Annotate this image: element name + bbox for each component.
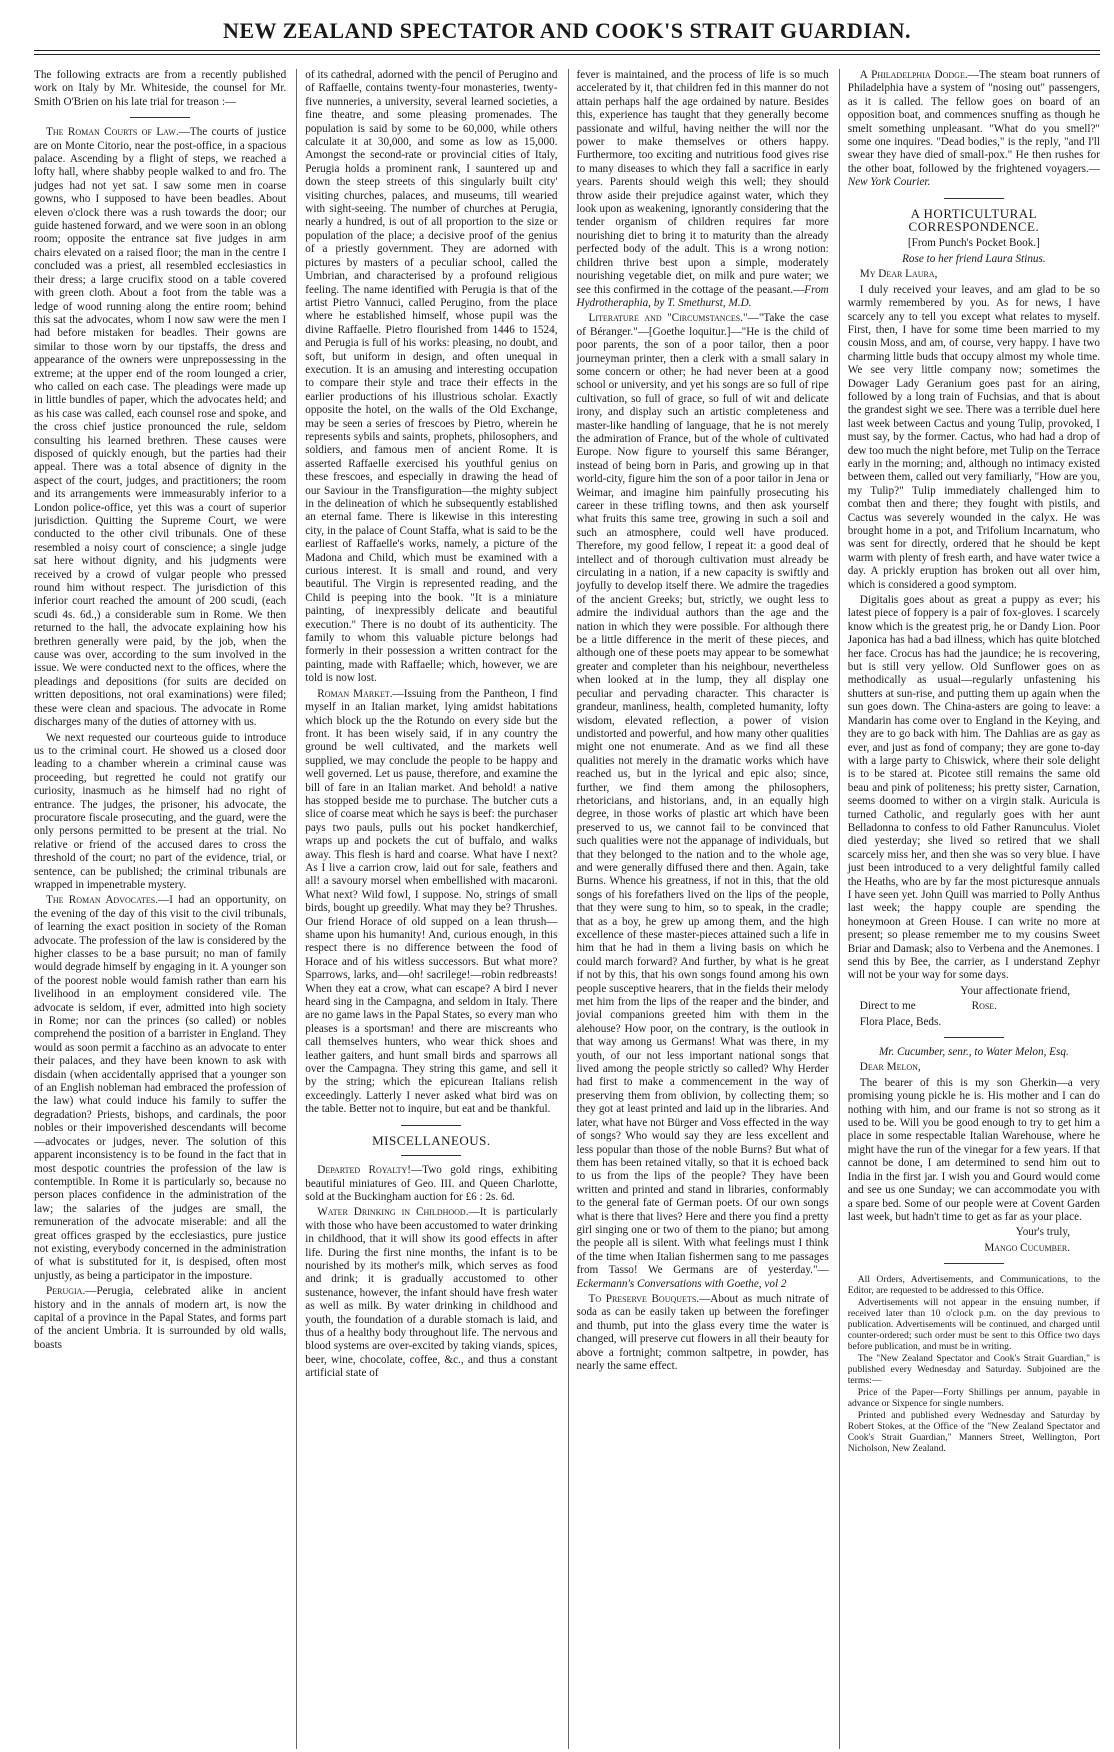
water-source: From Hydrotheraphia, by T. Smethurst, M.D. xyxy=(576,283,829,309)
notice-publication: The "New Zealand Spectator and Cook's Strait Guardian," is published every Wednesday and Saturday. Subjoined are the terms:— xyxy=(847,1353,1100,1387)
water-title: Water Drinking in Childhood. xyxy=(317,1206,469,1219)
criminal-court-paragraph: We next requested our courteous guide to introduce us to the criminal court. He showed us a closed door leading to a chamber wherein a criminal cause was proceeding, but regretted he could not gratify our curiosity, inasmuch as he himself had no right of entrance. The judges, the prisoner, his advocate, the procuratore fiscale prosecuting, and the guard, were the only persons permitted to be present at the trial. No relative or friend of the accused dares to cross the threshold of the court; no part of the evidence, trial, or sentence, can be published; the criminal tribunals are wrapped in impenetrable mystery. xyxy=(34,731,287,891)
masthead-rule-secondary xyxy=(34,54,1100,55)
water-text: —It is particularly with those who have been accustomed to water drinking in childhood, that it will show its good effects in after life. During the first nine months, the infant is to be nourished by its mother's milk, which serves as food and drink; it is gradually accustomed to other sustenance, however, the infant should have fresh water as well as milk. By water drinking in childhood and youth, the foundation of a durable stomach is laid, and thus of a healthy body throughout life. The nervous and blood systems are over-excited by taking viands, spices, beer, wine, chocolate, coffee, &c., and thus a constant artificial state of xyxy=(305,1206,558,1380)
publication-notice xyxy=(848,1274,1100,1454)
notice-advertisements: Advertisements will not appear in the ensuing number, if received later than 10 o'clock p.m. on the day previous to publication. Advertisements will be continued, and charged until counter-ordered; such order must be sent to this Office two days before publication, and must be in writing. xyxy=(847,1297,1100,1353)
horticultural-source: [From Punch's Pocket Book.] xyxy=(907,237,1040,250)
melon-letter-heading: Mr. Cucumber, senr., to Water Melon, Esq. xyxy=(878,1046,1069,1059)
melon-closing: Your's truly, xyxy=(1015,1226,1070,1239)
roman-courts-title: The Roman Courts of Law. xyxy=(46,126,179,139)
horticultural-heading: A HORTICULTURAL CORRESPONDENCE. xyxy=(908,205,1040,235)
column-4 xyxy=(839,69,1100,1749)
laura-letter-1: I duly received your leaves, and am glad to be so warmly remembered by you. As for news, I have scarcely any to tell you except what relates to myself. First, then, I have for some time been married to my cousin Moss, and am, of course, very happy. I have two charming little buds that occupy almost my whole time. We see very little company now; sometimes the Dowager Lady Geranium goes past for an airing, followed by a long train of Fuchsias, and that is about the grandest sight we see. There was a terrible duel here last week between Cactus and young Tulip, provoked, I must say, by the former. Cactus, who had had a drop of dew too much the night before, met Tulip on the Terrace early in the morning; and, although no intimacy existed between them, called out very familiarly, "How are you, my Tulip?" Tulip immediately challenged him to combat then and there; they fought with pistils, and Cactus was severely wounded in the calyx. He was brought home in a pot, and Trifolium Incarnatum, who was sent for directly, ordered that he should be kept warm with plenty of fresh earth, and have water twice a day. A prickly eruption has broken out all over him, which is considered a good symptom. xyxy=(847,283,1100,591)
notice-printer: Printed and published every Wednesday and Saturday by Robert Stokes, at the Office of the "New Zealand Spectator and Cook's Strait Guardian," Manners Street, Wellington, Port Nicholson, New Zealand. xyxy=(847,1410,1100,1455)
water-continued-text: fever is maintained, and the process of life is so much accelerated by it, that children fed in this manner do not attain perhaps half the age ordained by nature. Besides this, experience has taught that they generally become passionate and wilful, having neither the will nor the power to make themselves or others happy. Furthermore, too exciting and nutritious food gives rise to many diseases to which they fall a sacrifice in early years. Parents should weigh this well; they should throw aside their prejudice against water, which they look upon as weakening, ignorantly considering that the tender organism of children requires far more nourishing diet to bring it to maturity than the already perfected body of the adult. This is a wrong notion: children thrive best upon a simple, moderately nourishing vegetable diet, on milk and pure water; we see this confirmed in the cottage of the peasant.— xyxy=(576,69,829,296)
royalty-text: —Two gold rings, exhibiting beautiful miniatures of Geo. III. and Queen Charlotte, sold at the Buckingham auction for £6 : 2s. 6d. xyxy=(305,1164,558,1203)
column-3 xyxy=(568,69,829,1749)
water-article xyxy=(305,1206,557,1380)
divider xyxy=(944,1037,1004,1038)
perugia-article xyxy=(34,1285,286,1352)
roman-courts-text: —The courts of justice are on Monte Citorio, near the post-office, in a spacious palace. Ascending by a flight of steps, we reached a lofty hall, where shabby people walked to and fro. The judges had not yet sat. I saw some men in coarse gowns, who I supposed to have been beadles. About eleven o'clock there was a rush towards the door; our guide hastened forward, and we were soon in an oblong room; opposite the entrance sat five judges in arm chairs elevated on a raised floor; the man in the centre I concluded was a priest, all resembled ecclesiastics in their dress; a large crucifix stood on a table covered with green cloth. About a foot from the table was a ledge of wood running along the entire room; behind this sat the advocates, whom I now saw were the men I had before mistaken for beadles. Their gowns are similar to those worn by our tipstaffs, the dress and appearance of the owners were unprepossessing in the extreme; at the upper end of the room lounged a crier, who called on each case. The pleadings were made up in little bundles of paper, which the advocates held; and as his case was called, each counsel rose and spoke, and the cross chief justice pronounced the rule, seldom consulting his learned brethren. These causes were disposed of quickly enough, but the parties had their appeal. There was a total absence of dignity in the aspect of the court, judges, and practitioners; the room and its arrangements were immeasurably inferior to a London police-office, yet this was a court of superior jurisdiction. Quitting the Supreme Court, we were conducted to the other civil tribunals. One of these resembled a noisy court of conscience; a single judge sat here without dignity, and his judgments were received by a crowd of vulgar people who pressed round him without respect. The jurisdiction of this inferior court reached the amount of 200 scudi, (each scudi 4s. 6d.,) a considerable sum in Rome. We then returned to the hall, the advocate explaining how his brethren generally were paid, by the job, when the cause was over, according to the sum involved in the issue. We were conducted next to the offices, where the pleadings and depositions (for suits are decided on written depositions, not oral examinations) were filed; these were clean and spacious. The advocate in Rome discharges many of the duties of attorney with us. xyxy=(34,126,287,729)
literature-title: Literature and "Circumstances." xyxy=(588,312,748,325)
literature-article xyxy=(577,312,829,1291)
laura-direct-line xyxy=(848,1000,1100,1013)
masthead-rule xyxy=(34,50,1100,51)
melon-salutation: Dear Melon, xyxy=(859,1061,921,1074)
divider xyxy=(944,1263,1004,1264)
water-continued xyxy=(577,69,829,310)
intro-paragraph: The following extracts are from a recently published work on Italy by Mr. Whiteside, the counsel for Mr. Smith O'Brien on his late trial for treason :— xyxy=(34,69,287,108)
divider xyxy=(944,198,1004,199)
miscellaneous-heading: MISCELLANEOUS. xyxy=(372,1132,491,1148)
divider xyxy=(130,117,190,118)
melon-signature: Mango Cucumber. xyxy=(984,1241,1070,1254)
melon-letter: The bearer of this is my son Gherkin—a very promising young pickle he is. His mother and I can do nothing with him, and our frame is not so strong as it used to be. Will you be good enough to try to get him a place in some respectable Italian Warehouse, where he might have the run of the vinegar for a few years. If that cannot be done, I am determined to send him out to India in the first jar. I wish you and Gourd would come and see us one Sunday; we can accommodate you with a spare bed. Some of our people were at Covent Garden last week, but hadn't time to get as far as your place. xyxy=(847,1076,1100,1223)
laura-signature: Rose. xyxy=(971,1000,997,1013)
royalty-article xyxy=(305,1164,557,1204)
divider xyxy=(401,1125,461,1126)
advocates-article xyxy=(34,894,286,1283)
column-2 xyxy=(296,69,557,1749)
laura-closing: Your affectionate friend, xyxy=(960,984,1070,997)
perugia-title: Perugia. xyxy=(46,1285,86,1298)
bouquets-text: —About as much nitrate of soda as can be easily taken up between the forefinger and thumb, put into the glass every time the water is changed, will preserve cut flowers in all their beauty for above a fortnight; common saltpetre, in powder, has nearly the same effect. xyxy=(576,1292,829,1372)
advocates-text: —I had an opportunity, on the evening of the day of this visit to the civil tribunals, of learning the exact position in society of the Roman advocate. The profession of the law is considered by the higher classes to be a base pursuit; no man of family would degrade himself by engaging in it. A younger son of the poorest noble would famish rather than earn his livelihood in an employment considered vile. The advocate is seldom, if ever, admitted into high society in Rome; nor can the princes (so called) or nobles comprehend the position of a barrister in England. They would as soon permit a facchino as an advocate to enter their palaces, and they have been known to ask with disdain (when accidentally apprised that a younger son of an English nobleman had embraced the profession of the law) what could induce his family to suffer the degradation? Priests, bishops, and cardinals, the poor nobles or their impoverished descendants will become—advocates or judges, never. The solution of this apparent inconsistency is to be found in the fact that in most despotic countries the profession of the law is contemptible. In Rome it is particularly so, because no person places confidence in the administration of the law; the salaries of the judges are small, the remuneration of the advocate miserable: and all the great offices grasped by the ecclesiastics, pure justice not existing, everybody concerned in the administration of what is substituted for it, is despised, often most unjustly, as being a participator in the imposture. xyxy=(34,894,287,1282)
columns xyxy=(34,69,1100,1749)
bouquets-article xyxy=(577,1293,829,1373)
dodge-source: New York Courier. xyxy=(847,176,931,189)
market-text: —Issuing from the Pantheon, I find myself in an Italian market, lying amidst habitations which block up the the Rotundo on every side but the front. It has been wisely said, if in any country the ground be well cultivated, and the markets well supplied, we may conclude the people to be happy and well governed. Let us pause, therefore, and examine the bill of fare in an Italian market. And behold! a native has stopped beside me to purchase. The butcher cuts a slice of coarse meat which he says is beef: the purchaser pays two pauls, pulls out his pocket handkerchief, wraps up and pockets the cut of buffalo, and walks away. This flesh is hard and coarse. What have I next? As I live a carrion crow, laid out for sale, feathers and all! a savoury morsel when embellished with macaroni. What next? Wild fowl, I suppose. No, strings of small birds, bought up greedily. What may they be? Thrushes. Our friend Horace of old supped on a lean thrush—shame upon his humanity! And, curious enough, in this respect there is no difference between the food of Horace and of his witless successors. But what more? Sparrows, larks, and—oh! sacrilege!—robin redbreasts! When they eat a crow, what can escape? A bird I never heard sing in the Campagna, and seldom in Italy. There are no game laws in the Papal States, so every man who pleases is a sportsman! and there are miscreants who call themselves hunters, who wear thick shoes and leather gaiters, and hunt small birds and sparrows all over the Campagna. They string this game, and sell it by the string; which the epicurean Italians relish exceedingly. Latterly I never asked what bird was on the table. Better not to inquire, but eat and be thankful. xyxy=(305,687,558,1116)
laura-letter-2: Digitalis goes about as great a puppy as ever; his latest piece of foppery is a pair of fox-gloves. I scarcely know which is the greatest prig, he or Dandy Lion. Poor Japonica has had a bad illness, which has quite blotched her face. Crocus has had the jaundice; he is recovering, but is still very yellow. Old Sunflower goes on as methodically as usual—regularly unfastening his shutters at sun-rise, and putting them up again when the sun goes down. The China-asters are going to leave: a Mandarin has come over to England in the Keying, and they are to go back with him. The Dahlias are as gay as ever, and just as fond of company; they are gone to-day with a large party to Chiswick, where their sole delight is to be stared at. Picotee still remains the same old beau and pink of politeness; his pretty sister, Carnation, seems doomed to wither on a virgin stalk. Auricula is turned Catholic, and regularly goes with her aunt Belladonna to confess to old Father Ranunculus. Violet died yesterday; she lived so retired that we shall scarcely miss her, and then she was so very blue. I have just been introduced to a very delightful family called the Heaths, who are by far the most picturesque annuals I have seen yet. John Quill was married to Polly Anthus last week; the happy couple are spending the honeymoon at Green House. I can write no more at present; so please remember me to my cousins Sweet Briar and Damask; also to Verbena and the Anemones. I send this by Bee, the carrier, as I understand Zephyr will not be your way for some days. xyxy=(847,594,1100,982)
notice-price: Price of the Paper—Forty Shillings per annum, payable in advance or Sixpence for single numbers. xyxy=(847,1387,1100,1410)
advocates-title: The Roman Advocates. xyxy=(46,894,159,907)
notice-orders: All Orders, Advertisements, and Communications, to the Editor, are requested to be addressed to this Office. xyxy=(847,1274,1100,1297)
roman-courts-article xyxy=(34,126,286,729)
masthead: NEW ZEALAND SPECTATOR AND COOK'S STRAIT GUARDIAN. xyxy=(222,18,912,43)
bouquets-title: To Preserve Bouquets. xyxy=(588,1292,700,1305)
literature-source: Eckermann's Conversations with Goethe, vol 2 xyxy=(576,1277,787,1290)
divider xyxy=(401,1155,461,1156)
royalty-title: Departed Royalty! xyxy=(317,1164,411,1177)
column-1 xyxy=(34,69,286,1749)
dodge-article xyxy=(848,69,1100,190)
laura-address: Flora Place, Beds. xyxy=(859,1015,942,1028)
laura-direct: Direct to me xyxy=(859,1000,916,1013)
perugia-continued: of its cathedral, adorned with the pencil of Perugino and of Raffaelle, contains twenty-four monasteries, twenty-five nunneries, a university, several learned societies, a fine theatre, and some pleasing promenades. The population is said by some to be 60,000, while others calculate it at 30,000, and some as low as 15,000. Amongst the second-rate or provincial cities of Italy, Perugia holds a prominent rank, I sauntered up and down the steep streets of this singularly built city' visiting churches, palaces, and museums, till wearied with sight-seeing. The number of churches at Perugia, nearly a hundred, is out of all proportion to the size or population of the place; a decisive proof of the genius of a priestly government. They are adorned with pictures by masters of a peculiar school, called the Umbrian, and characterised by a profound religious feeling. The name identified with Perugia is that of the artist Pietro Vannuci, called Perugino, from the place where he established himself, whose pupil was the divine Raffaelle. Pietro flourished from 1446 to 1524, and Perugia is full of his works: pleasing, no doubt, and soft, but uniform in design, and often unequal in execution. It is an amusing and interesting occupation to compare their style and trace their effects in the earlier productions of his illustrious scholar. Exactly opposite the hotel, on the walls of the Old Exchange, may be seen a series of frescoes by Pietro, wherein he represents sybils and saints, prophets, philosophers, and soldiers, and famous men of ancient Rome. It is asserted Raffaelle exercised his youthful genius on these frescoes, and especially in drawing the head of our Saviour in the Transfiguration—the mighty subject in the delineation of which he subsequently established an eternal fame. There is likewise in this interesting city, in the palace of Count Staffa, what is said to be the earliest of Raffaelle's works, namely, a picture of the Madona and Child, which must be examined with a curious interest. It is small and round, and very beautiful. The Virgin is represented reading, and the Child is peeping into the book. "It is a miniature painting, of inexpressibly delicate and beautiful execution." There is no doubt of its authenticity. The family to whom this valuable picture belongs had formerly in their possession a written contract for the painting, made with Raffaelle; which, however, we are told is now lost. xyxy=(305,69,558,685)
market-article xyxy=(305,688,557,1117)
laura-salutation: My Dear Laura, xyxy=(859,268,938,281)
market-title: Roman Market. xyxy=(317,687,393,700)
dodge-title: A Philadelphia Dodge. xyxy=(859,69,968,81)
rose-letter-heading: Rose to her friend Laura Stinus. xyxy=(902,252,1046,265)
dodge-text: —The steam boat runners of Philadelphia have a system of "nosing out" passengers, as it is called. The fellow goes on board of an opposition boat, and commences snuffing as though he smelt something unpleasant. "What do you smell?" some one inquires. "Dead bodies," is the reply, "and I'll swear they have died of small-pox." He then rushes for the other boat, followed by the frightened voyagers.— xyxy=(847,69,1100,175)
perugia-text: —Perugia, celebrated alike in ancient history and in the annals of modern art, is now the capital of a province in the Papal States, and forms part of the ancient Umbria. It is surrounded by old walls, boasts xyxy=(34,1285,287,1351)
literature-text: —"Take the case of Béranger."—[Goethe loquitur.]—"He is the child of poor parents, the son of a poor tailor, then a poor journeyman printer, then a clerk with a small salary in some concern or other; he had never been at a good school or university, and yet his songs are so full of ripe cultivation, so full of grace, so full of wit and delicate irony, and display such an artistic completeness and master-like handling of language, that he is not merely the admiration of France, but of the whole of cultivated Europe. Now figure to yourself this same Béranger, instead of being born in Paris, and growing up in that world-city, figure him the son of a poor tailor in Jena or Weimar, and imagine him painfully prosecuting his career in these trifling towns, and then ask yourself what fruits this same tree, growing in such a soil and such an atmosphere, could well have produced. Therefore, my good fellow, I repeat it: a good deal of intellect and of thorough cultivation must already be circulating in a nation, if a new capacity is swiftly and joyfully to develop itself there. We admire the tragedies of the ancient Greeks; but, strictly, we ought less to admire the individual authors than the age and the nation in which they were possible. For although there be a little difference in the merit of these pieces, and although one of these poets may appear to be somewhat greater and completer than his neighbour, nevertheless when looked at in the lump, they all display one peculiar and pervading character. This character is grandeur, manliness, health, completed humanity, lofty wisdom, elevated reflection, a power of vision undistorted and powerful, and how many other qualities might one not enumerate. And as we find all these qualities not merely in the dramatic works which have reached us, but in the lyrical and epic also; since, further, we find them among the philosophers, rhetoricians, and historians, and, in an equally high degree, in those works of plastic art which have been preserved to us, we cannot fail to be convinced that such qualities were not the appanage of individuals, but that they belonged to the nation and to the whole age, and were generally diffused there and then. Again, take Burns. Whence his greatness, if not in this, that the old songs of his forefathers lived on the lips of the people, that they were sung to him, so to speak, in the cradle; that as a boy, he grew up among them, and the high excellence of these master-pieces attained such a life in him that he had in them a living basis on which he could march forward? And further, by what is he great if not by this, that his own songs found among his own people susceptive hearers, that in the fields their melody met him from the lips of the reaper and the binder, and jovial companions greeted him with them in the alehouse? How poor, on the contrary, is the outlook in that way among us Germans! What was there, in my youth, of our not less important national songs that lived among the people strictly so called? Why Herder had first to make a commencement in the way of preserving them from oblivion, by collecting them; so they got at least printed and laid up in the libraries. And later, what have not Bürger and Voss effected in the way of songs? Who would say they are less excellent and less popular than those of the noble Burns? But what of them has been retained vitally, so that it is echoed back to us from the lips of the people? They have been written and printed and stand in libraries, conformably to the general fate of German poets. Of our own songs what is there that lives? Here and there you find a pretty girl singing one or two of them to the piano; but among the people all is silent. With what feelings must I think of the time when Italian fishermen sang to me passages from Tasso! We Germans are of yesterday."— xyxy=(576,312,829,1277)
